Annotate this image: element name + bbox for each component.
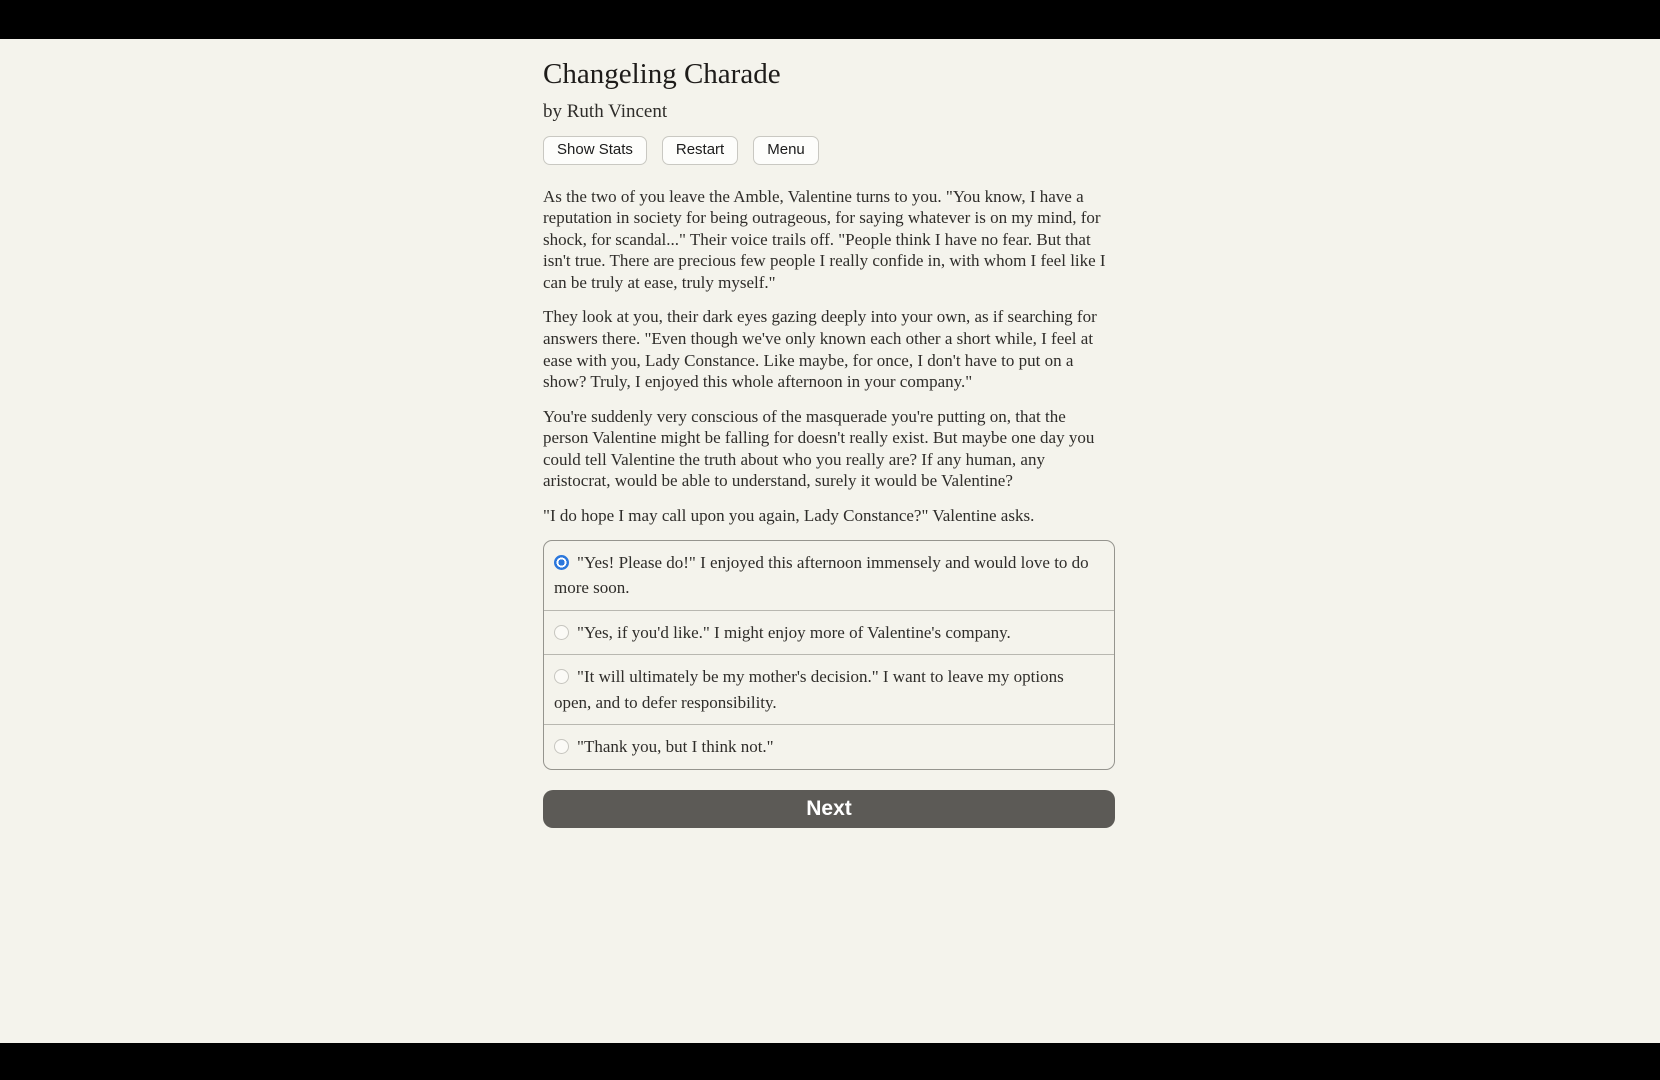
choice-option-4[interactable] [544,725,1114,769]
next-button[interactable]: Next [543,790,1115,828]
top-letterbox-bar [0,0,1660,39]
show-stats-button[interactable]: Show Stats [543,136,647,164]
page-title: Changeling Charade [543,58,781,90]
choice-label [554,737,774,756]
choice-label-text: "Yes! Please do!" I enjoyed this afternoon immensely and would love to do more soon. [554,552,1089,598]
story-text [543,186,1115,527]
choice-option-2[interactable] [544,611,1114,656]
choice-label [554,667,1064,712]
choice-radio[interactable] [554,739,569,754]
choice-label-text: "Yes, if you'd like." I might enjoy more of Valentine's company. [577,622,1011,642]
menu-button[interactable]: Menu [753,136,819,164]
bottom-letterbox-bar [0,1043,1660,1080]
choice-radio[interactable] [554,669,569,684]
game-content-column [543,39,1115,828]
toolbar [543,136,1115,164]
choice-label-text: "It will ultimately be my mother's decision." I want to leave my options open, and to defer responsibility. [554,667,1064,712]
choice-option-1[interactable] [544,541,1114,611]
choice-label [554,553,1089,598]
choice-radio[interactable] [554,555,569,570]
choice-option-3[interactable] [544,655,1114,725]
choice-label [554,623,1011,642]
story-paragraph: You're suddenly very conscious of the masquerade you're putting on, that the person Valentine might be falling for doesn't really exist. But maybe one day you could tell Valentine the truth about who you really are? If any human, any aristocrat, would be able to understand, surely it would be Valentine? [543,406,1095,491]
story-paragraph: They look at you, their dark eyes gazing deeply into your own, as if searching for answers there. "Even though we've only known each other a short while, I feel at ease with you, Lady Constance. Like maybe, for once, I don't have to put on a show? Truly, I enjoyed this whole afternoon in your company." [543,307,1097,392]
choice-label-text: "Thank you, but I think not." [577,737,774,757]
author-byline: by Ruth Vincent [543,101,668,123]
choices-group [543,540,1115,770]
story-paragraph: As the two of you leave the Amble, Valentine turns to you. "You know, I have a reputation in society for being outrageous, for saying whatever is on my mind, for shock, for scandal..." Their voice trails off. "People think I have no fear. But that isn't true. There are precious few people I really confide in, with whom I feel like I can be truly at ease, truly myself." [543,186,1106,292]
restart-button[interactable]: Restart [662,136,738,164]
choice-radio[interactable] [554,625,569,640]
story-paragraph: "I do hope I may call upon you again, Lady Constance?" Valentine asks. [543,506,1035,526]
